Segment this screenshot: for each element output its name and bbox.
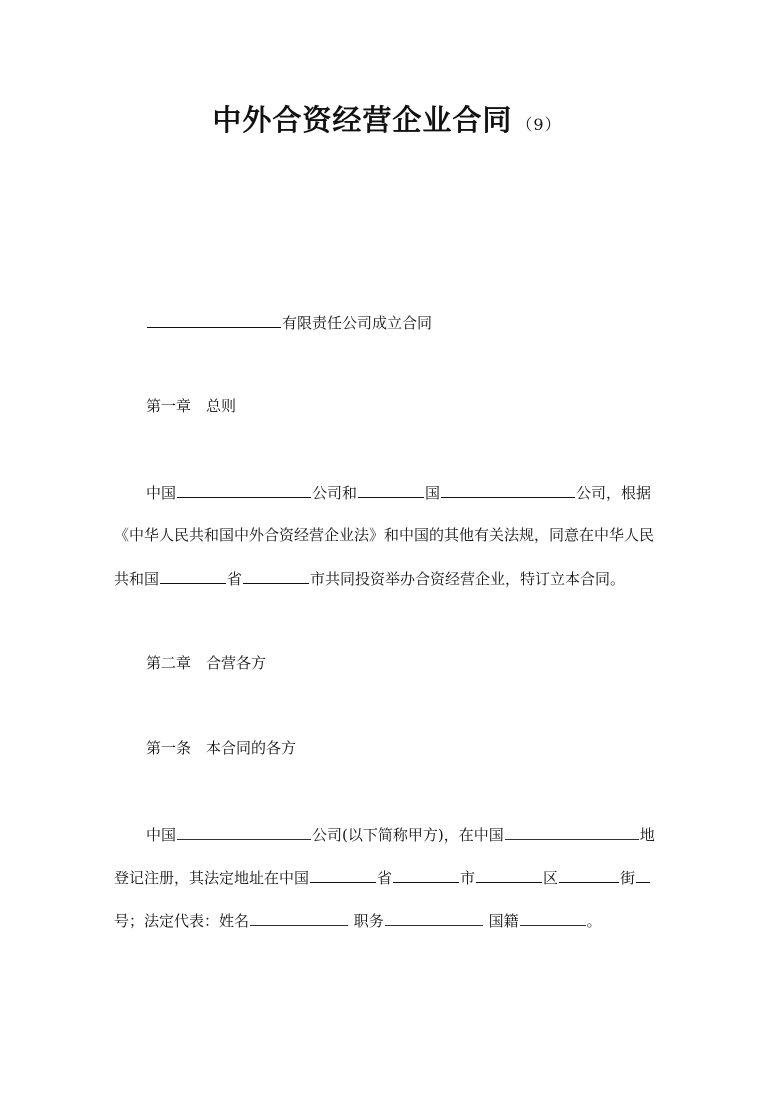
- blank: [441, 480, 575, 498]
- blank: [160, 566, 226, 584]
- article-1-heading: 第一条 本合同的各方: [146, 739, 297, 757]
- blank: [505, 822, 639, 840]
- chapter-1-heading: 第一章 总则: [146, 397, 237, 415]
- title-suffix: （9）: [516, 115, 562, 134]
- paragraph-1-line-2: 《中华人民共和国中外合资经营企业法》和中国的其他有关法规，同意在中华人民: [114, 526, 655, 544]
- blank-company-name: [147, 310, 281, 328]
- paragraph-1-line-3: 共和国 省 市共同投资举办合资经营企业，特订立本合同。: [114, 566, 662, 591]
- blank: [177, 822, 311, 840]
- paragraph-2-line-1: 中国 公司(以下简称甲方)，在中国 地: [146, 822, 694, 847]
- blank: [559, 865, 619, 883]
- blank: [358, 480, 424, 498]
- blank: [636, 865, 650, 883]
- paragraph-1-line-1: 中国 公司和 国 公司，根据: [146, 480, 694, 505]
- blank: [243, 566, 309, 584]
- blank: [250, 908, 348, 926]
- contract-subtitle: 有限责任公司成立合同: [146, 310, 694, 335]
- paragraph-2-line-3: 号；法定代表：姓名 职务 国籍 。: [114, 908, 662, 933]
- title-text: 中外合资经营企业合同: [212, 103, 513, 137]
- blank: [177, 480, 311, 498]
- blank: [520, 908, 586, 926]
- document-title: [0, 100, 774, 145]
- paragraph-2-line-2: 登记注册，其法定地址在中国 省 市 区 街: [114, 865, 662, 890]
- blank: [385, 908, 483, 926]
- blank: [310, 865, 376, 883]
- chapter-2-heading: 第二章 合营各方: [146, 654, 267, 672]
- blank: [476, 865, 542, 883]
- blank: [393, 865, 459, 883]
